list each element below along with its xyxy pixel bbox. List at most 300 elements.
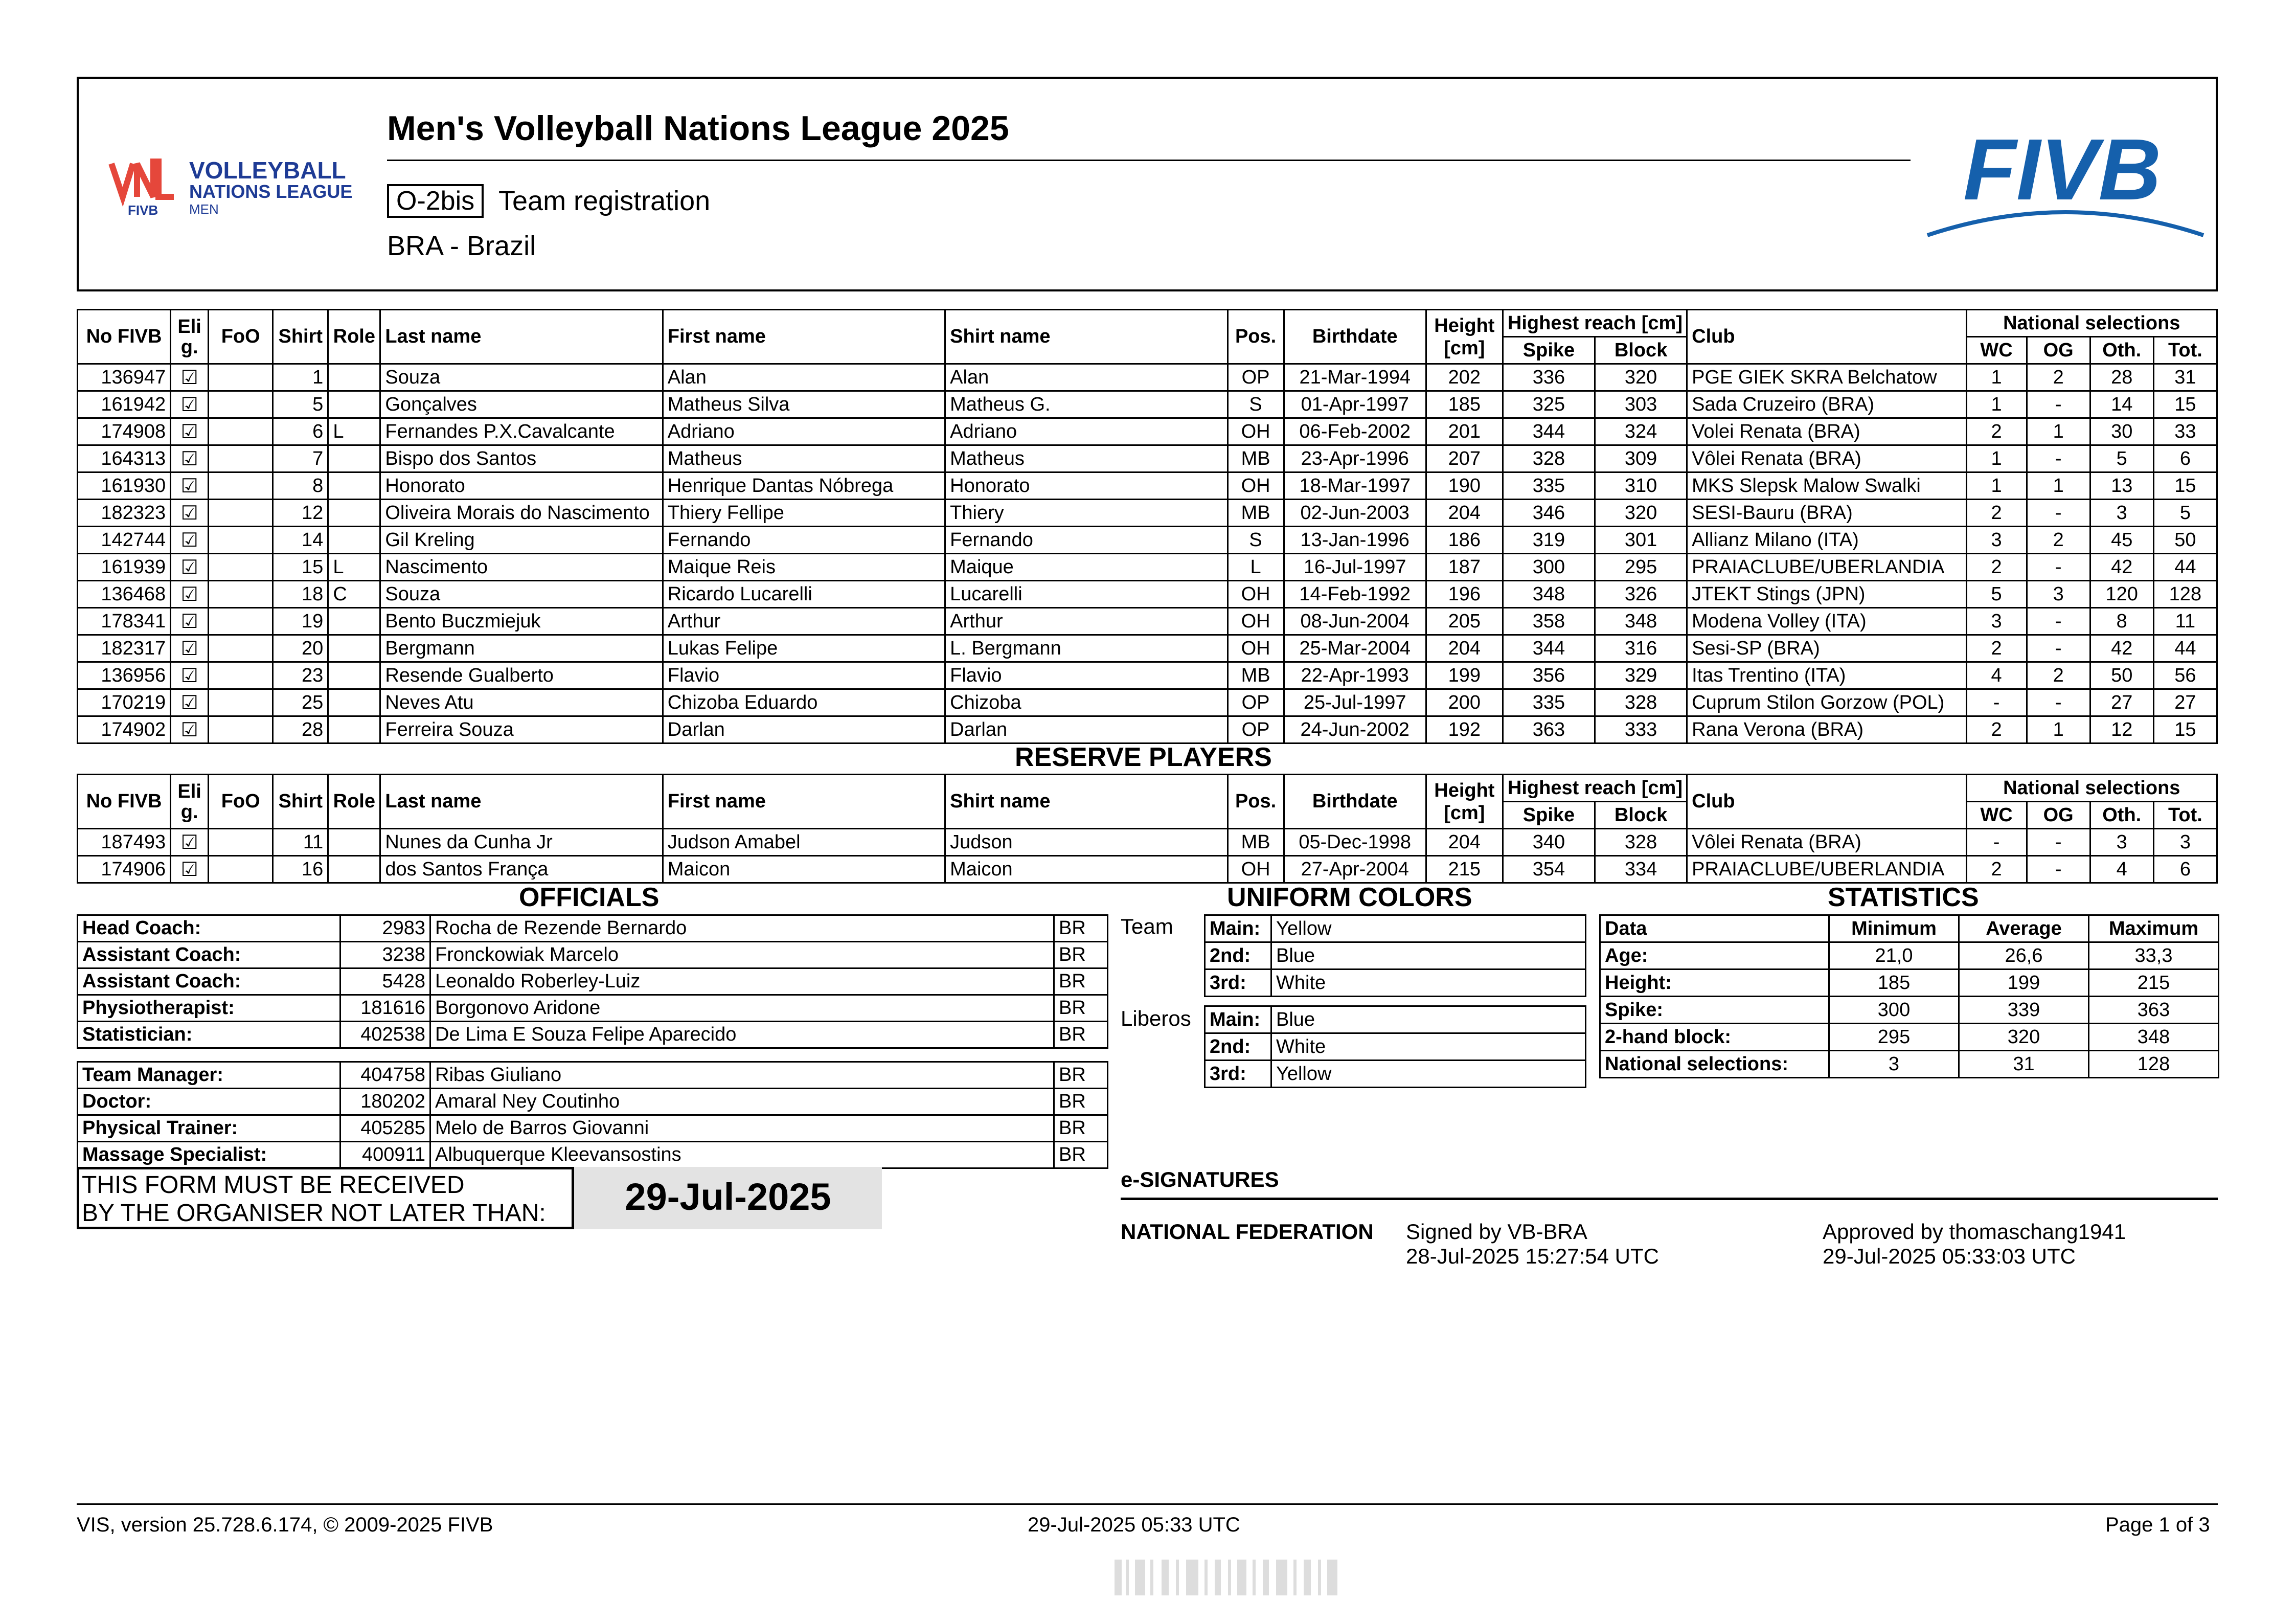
cell-pos: OH bbox=[1227, 635, 1284, 662]
official-role: Assistant Coach: bbox=[78, 968, 340, 995]
cell-pos: OH bbox=[1227, 418, 1284, 445]
cell-oth: 42 bbox=[2090, 635, 2153, 662]
cell-club: SESI-Bauru (BRA) bbox=[1687, 500, 1966, 527]
cell-birth: 21-Mar-1994 bbox=[1284, 364, 1426, 391]
stats-col-data: Data bbox=[1600, 915, 1829, 942]
cell-no: 182317 bbox=[78, 635, 171, 662]
cell-first: Flavio bbox=[663, 662, 945, 689]
official-row bbox=[78, 968, 1108, 995]
cell-club: Rana Verona (BRA) bbox=[1687, 716, 1966, 743]
uniform-row bbox=[1205, 1061, 1586, 1088]
official-row bbox=[78, 1142, 1108, 1168]
official-number: 181616 bbox=[340, 995, 430, 1022]
cell-oth: 42 bbox=[2090, 554, 2153, 581]
cell-spike: 319 bbox=[1503, 527, 1595, 554]
cell-role bbox=[328, 364, 380, 391]
cell-foo bbox=[209, 716, 273, 743]
table-row bbox=[78, 689, 2217, 716]
uniform-color: Blue bbox=[1271, 1006, 1586, 1033]
title-rule bbox=[387, 160, 1911, 161]
cell-club: PRAIACLUBE/UBERLANDIA bbox=[1687, 856, 1966, 883]
official-number: 2983 bbox=[340, 915, 430, 942]
uniform-color: White bbox=[1271, 1033, 1586, 1061]
cell-tot: 128 bbox=[2153, 581, 2217, 608]
cell-spike: 344 bbox=[1503, 635, 1595, 662]
cell-birth: 14-Feb-1992 bbox=[1284, 581, 1426, 608]
cell-last: Fernandes P.X.Cavalcante bbox=[380, 418, 663, 445]
cell-last: dos Santos França bbox=[380, 856, 663, 883]
barcode-icon bbox=[1115, 1554, 1339, 1601]
cell-no: 170219 bbox=[78, 689, 171, 716]
col-club: Club bbox=[1687, 310, 1966, 364]
cell-foo bbox=[209, 500, 273, 527]
reserve-col-block: Block bbox=[1595, 802, 1687, 829]
cell-og: 1 bbox=[2027, 418, 2090, 445]
table-row bbox=[78, 472, 2217, 500]
cell-height: 204 bbox=[1426, 500, 1503, 527]
reserve-col-tot: Tot. bbox=[2153, 802, 2217, 829]
cell-elig: ☑ bbox=[171, 418, 209, 445]
cell-role bbox=[328, 856, 380, 883]
cell-height: 201 bbox=[1426, 418, 1503, 445]
cell-last: Nunes da Cunha Jr bbox=[380, 829, 663, 856]
footer-timestamp: 29-Jul-2025 05:33 UTC bbox=[1028, 1514, 1240, 1536]
cell-wc: 4 bbox=[1966, 662, 2027, 689]
uniform-team-label: Team bbox=[1121, 914, 1173, 938]
cell-spike: 336 bbox=[1503, 364, 1595, 391]
cell-spike: 363 bbox=[1503, 716, 1595, 743]
reserve-col-birthdate: Birthdate bbox=[1284, 775, 1426, 829]
cell-pos: OH bbox=[1227, 472, 1284, 500]
cell-elig: ☑ bbox=[171, 364, 209, 391]
cell-birth: 08-Jun-2004 bbox=[1284, 608, 1426, 635]
reserve-col-spike: Spike bbox=[1503, 802, 1595, 829]
official-number: 402538 bbox=[340, 1022, 430, 1048]
stats-avg: 199 bbox=[1959, 970, 2089, 997]
stats-key: Height: bbox=[1600, 970, 1829, 997]
stats-key: National selections: bbox=[1600, 1051, 1829, 1078]
reserve-col-oth: Oth. bbox=[2090, 802, 2153, 829]
reserve-col-height: Height [cm] bbox=[1426, 775, 1503, 829]
cell-foo bbox=[209, 635, 273, 662]
national-federation-label: NATIONAL FEDERATION bbox=[1121, 1220, 1374, 1244]
cell-elig: ☑ bbox=[171, 829, 209, 856]
cell-birth: 25-Mar-2004 bbox=[1284, 635, 1426, 662]
officials-title: OFFICIALS bbox=[519, 883, 660, 912]
cell-no: 174908 bbox=[78, 418, 171, 445]
cell-tot: 15 bbox=[2153, 472, 2217, 500]
cell-og: 1 bbox=[2027, 472, 2090, 500]
cell-role bbox=[328, 635, 380, 662]
table-row bbox=[78, 364, 2217, 391]
uniform-row bbox=[1205, 1006, 1586, 1033]
form-name: Team registration bbox=[498, 186, 711, 216]
players-body bbox=[78, 364, 2217, 743]
cell-no: 136956 bbox=[78, 662, 171, 689]
cell-tot: 5 bbox=[2153, 500, 2217, 527]
cell-block: 320 bbox=[1595, 364, 1687, 391]
footer-version: VIS, version 25.728.6.174, © 2009-2025 FIVB bbox=[77, 1514, 493, 1536]
cell-no: 178341 bbox=[78, 608, 171, 635]
cell-no: 161930 bbox=[78, 472, 171, 500]
cell-tot: 6 bbox=[2153, 856, 2217, 883]
cell-foo bbox=[209, 472, 273, 500]
page-title: Men's Volleyball Nations League 2025 bbox=[387, 109, 1009, 148]
cell-foo bbox=[209, 829, 273, 856]
stats-avg: 339 bbox=[1959, 997, 2089, 1024]
cell-oth: 45 bbox=[2090, 527, 2153, 554]
cell-elig: ☑ bbox=[171, 635, 209, 662]
cell-first: Maicon bbox=[663, 856, 945, 883]
cell-shirt: 25 bbox=[273, 689, 328, 716]
cell-block: 334 bbox=[1595, 856, 1687, 883]
cell-club: Allianz Milano (ITA) bbox=[1687, 527, 1966, 554]
official-role: Statistician: bbox=[78, 1022, 340, 1048]
cell-spike: 344 bbox=[1503, 418, 1595, 445]
cell-foo bbox=[209, 418, 273, 445]
cell-tot: 3 bbox=[2153, 829, 2217, 856]
reserve-col-elig: Eli g. bbox=[171, 775, 209, 829]
official-role: Team Manager: bbox=[78, 1062, 340, 1089]
cell-elig: ☑ bbox=[171, 662, 209, 689]
cell-role bbox=[328, 608, 380, 635]
cell-oth: 14 bbox=[2090, 391, 2153, 418]
vnl-logo bbox=[107, 148, 363, 225]
table-row bbox=[78, 662, 2217, 689]
cell-last: Oliveira Morais do Nascimento bbox=[380, 500, 663, 527]
cell-role: L bbox=[328, 418, 380, 445]
cell-wc: 2 bbox=[1966, 554, 2027, 581]
form-code: O-2bis bbox=[387, 184, 484, 218]
cell-block: 348 bbox=[1595, 608, 1687, 635]
official-nationality: BR bbox=[1054, 915, 1108, 942]
cell-wc: 2 bbox=[1966, 418, 2027, 445]
cell-club: Vôlei Renata (BRA) bbox=[1687, 445, 1966, 472]
cell-height: 199 bbox=[1426, 662, 1503, 689]
approved-line2: 29-Jul-2025 05:33:03 UTC bbox=[1823, 1244, 2076, 1268]
col-foo: FoO bbox=[209, 310, 273, 364]
cell-height: 185 bbox=[1426, 391, 1503, 418]
cell-tot: 15 bbox=[2153, 391, 2217, 418]
deadline-date: 29-Jul-2025 bbox=[572, 1167, 882, 1229]
cell-sname: Matheus bbox=[945, 445, 1227, 472]
cell-last: Resende Gualberto bbox=[380, 662, 663, 689]
reserve-table bbox=[77, 774, 2218, 884]
cell-pos: OP bbox=[1227, 716, 1284, 743]
stats-avg: 31 bbox=[1959, 1051, 2089, 1078]
cell-last: Bispo dos Santos bbox=[380, 445, 663, 472]
cell-shirt: 28 bbox=[273, 716, 328, 743]
esignatures-title: e-SIGNATURES bbox=[1121, 1167, 1279, 1191]
cell-first: Adriano bbox=[663, 418, 945, 445]
cell-tot: 44 bbox=[2153, 554, 2217, 581]
cell-sname: Thiery bbox=[945, 500, 1227, 527]
stats-max: 348 bbox=[2089, 1024, 2219, 1051]
cell-sname: L. Bergmann bbox=[945, 635, 1227, 662]
uniform-key: 3rd: bbox=[1205, 1061, 1271, 1088]
cell-og: 3 bbox=[2027, 581, 2090, 608]
official-row bbox=[78, 1115, 1108, 1142]
reserve-body bbox=[78, 829, 2217, 883]
uniform-key: Main: bbox=[1205, 1006, 1271, 1033]
stats-avg: 26,6 bbox=[1959, 942, 2089, 970]
signed-line2: 28-Jul-2025 15:27:54 UTC bbox=[1406, 1244, 1659, 1268]
cell-club: PGE GIEK SKRA Belchatow bbox=[1687, 364, 1966, 391]
table-row bbox=[78, 500, 2217, 527]
cell-club: MKS Slepsk Malow Swalki bbox=[1687, 472, 1966, 500]
cell-pos: MB bbox=[1227, 829, 1284, 856]
official-number: 400911 bbox=[340, 1142, 430, 1168]
cell-shirt: 18 bbox=[273, 581, 328, 608]
deadline-label bbox=[82, 1171, 562, 1227]
cell-first: Maique Reis bbox=[663, 554, 945, 581]
cell-pos: OH bbox=[1227, 581, 1284, 608]
uniform-row bbox=[1205, 1033, 1586, 1061]
cell-tot: 31 bbox=[2153, 364, 2217, 391]
table-row bbox=[78, 608, 2217, 635]
cell-oth: 50 bbox=[2090, 662, 2153, 689]
cell-sname: Lucarelli bbox=[945, 581, 1227, 608]
col-pos: Pos. bbox=[1227, 310, 1284, 364]
cell-elig: ☑ bbox=[171, 608, 209, 635]
cell-birth: 27-Apr-2004 bbox=[1284, 856, 1426, 883]
col-first-name: First name bbox=[663, 310, 945, 364]
statistics-body bbox=[1600, 942, 2219, 1078]
official-name: Borgonovo Aridone bbox=[430, 995, 1054, 1022]
cell-shirt: 11 bbox=[273, 829, 328, 856]
cell-shirt: 12 bbox=[273, 500, 328, 527]
cell-birth: 24-Jun-2002 bbox=[1284, 716, 1426, 743]
cell-birth: 05-Dec-1998 bbox=[1284, 829, 1426, 856]
cell-wc: 2 bbox=[1966, 635, 2027, 662]
cell-pos: S bbox=[1227, 391, 1284, 418]
reserve-col-foo: FoO bbox=[209, 775, 273, 829]
cell-last: Gonçalves bbox=[380, 391, 663, 418]
cell-elig: ☑ bbox=[171, 391, 209, 418]
table-row bbox=[78, 829, 2217, 856]
cell-oth: 3 bbox=[2090, 829, 2153, 856]
cell-spike: 348 bbox=[1503, 581, 1595, 608]
col-block: Block bbox=[1595, 337, 1687, 364]
cell-shirt: 23 bbox=[273, 662, 328, 689]
cell-elig: ☑ bbox=[171, 527, 209, 554]
cell-sname: Fernando bbox=[945, 527, 1227, 554]
table-row bbox=[78, 554, 2217, 581]
cell-oth: 27 bbox=[2090, 689, 2153, 716]
uniform-color: Yellow bbox=[1271, 1061, 1586, 1088]
uniform-row bbox=[1205, 970, 1586, 997]
table-row bbox=[78, 445, 2217, 472]
stats-col-max: Maximum bbox=[2089, 915, 2219, 942]
stats-min: 295 bbox=[1829, 1024, 1959, 1051]
cell-wc: 1 bbox=[1966, 364, 2027, 391]
stats-max: 128 bbox=[2089, 1051, 2219, 1078]
table-row bbox=[78, 418, 2217, 445]
vnl-logo-title: VOLLEYBALL bbox=[189, 157, 346, 184]
cell-foo bbox=[209, 856, 273, 883]
cell-wc: 1 bbox=[1966, 472, 2027, 500]
stats-avg: 320 bbox=[1959, 1024, 2089, 1051]
uniform-libero-label: Liberos bbox=[1121, 1006, 1191, 1030]
cell-oth: 120 bbox=[2090, 581, 2153, 608]
stats-max: 33,3 bbox=[2089, 942, 2219, 970]
cell-spike: 358 bbox=[1503, 608, 1595, 635]
cell-foo bbox=[209, 581, 273, 608]
cell-club: PRAIACLUBE/UBERLANDIA bbox=[1687, 554, 1966, 581]
cell-pos: MB bbox=[1227, 500, 1284, 527]
stats-min: 21,0 bbox=[1829, 942, 1959, 970]
cell-height: 202 bbox=[1426, 364, 1503, 391]
col-no-fivb: No FIVB bbox=[78, 310, 171, 364]
cell-tot: 11 bbox=[2153, 608, 2217, 635]
cell-sname: Judson bbox=[945, 829, 1227, 856]
cell-height: 204 bbox=[1426, 635, 1503, 662]
official-nationality: BR bbox=[1054, 1142, 1108, 1168]
cell-pos: L bbox=[1227, 554, 1284, 581]
approved-line1: Approved by thomaschang1941 bbox=[1823, 1220, 2126, 1244]
statistics-table bbox=[1599, 914, 2219, 1078]
cell-spike: 328 bbox=[1503, 445, 1595, 472]
cell-role bbox=[328, 662, 380, 689]
officials-table bbox=[77, 914, 1108, 1049]
cell-foo bbox=[209, 445, 273, 472]
reserve-col-shirt: Shirt bbox=[273, 775, 328, 829]
cell-tot: 6 bbox=[2153, 445, 2217, 472]
cell-shirt: 5 bbox=[273, 391, 328, 418]
cell-og: - bbox=[2027, 554, 2090, 581]
official-name: Amaral Ney Coutinho bbox=[430, 1089, 1054, 1115]
table-row bbox=[78, 856, 2217, 883]
uniform-color: Blue bbox=[1271, 942, 1586, 970]
cell-block: 303 bbox=[1595, 391, 1687, 418]
cell-spike: 335 bbox=[1503, 472, 1595, 500]
cell-height: 215 bbox=[1426, 856, 1503, 883]
col-spike: Spike bbox=[1503, 337, 1595, 364]
col-elig: Eli g. bbox=[171, 310, 209, 364]
reserve-col-wc: WC bbox=[1966, 802, 2027, 829]
col-national-selections: National selections bbox=[1966, 310, 2217, 337]
reserve-col-first-name: First name bbox=[663, 775, 945, 829]
cell-foo bbox=[209, 662, 273, 689]
official-role: Physiotherapist: bbox=[78, 995, 340, 1022]
cell-pos: OH bbox=[1227, 608, 1284, 635]
stats-row bbox=[1600, 970, 2219, 997]
cell-pos: MB bbox=[1227, 445, 1284, 472]
col-shirt: Shirt bbox=[273, 310, 328, 364]
official-role: Doctor: bbox=[78, 1089, 340, 1115]
players-table bbox=[77, 309, 2218, 744]
cell-no: 161939 bbox=[78, 554, 171, 581]
stats-row bbox=[1600, 1051, 2219, 1078]
cell-oth: 3 bbox=[2090, 500, 2153, 527]
cell-shirt: 15 bbox=[273, 554, 328, 581]
cell-no: 187493 bbox=[78, 829, 171, 856]
cell-role bbox=[328, 829, 380, 856]
cell-pos: S bbox=[1227, 527, 1284, 554]
official-nationality: BR bbox=[1054, 1062, 1108, 1089]
cell-block: 309 bbox=[1595, 445, 1687, 472]
uniform-team-table bbox=[1204, 914, 1586, 997]
col-birthdate: Birthdate bbox=[1284, 310, 1426, 364]
official-role: Head Coach: bbox=[78, 915, 340, 942]
cell-role bbox=[328, 445, 380, 472]
uniform-key: 2nd: bbox=[1205, 1033, 1271, 1061]
cell-club: Sada Cruzeiro (BRA) bbox=[1687, 391, 1966, 418]
cell-role bbox=[328, 472, 380, 500]
vnl-mark-icon bbox=[107, 148, 184, 220]
cell-elig: ☑ bbox=[171, 554, 209, 581]
cell-og: - bbox=[2027, 829, 2090, 856]
cell-wc: 1 bbox=[1966, 391, 2027, 418]
cell-no: 161942 bbox=[78, 391, 171, 418]
official-row bbox=[78, 942, 1108, 968]
reserve-col-national-selections: National selections bbox=[1966, 775, 2217, 802]
cell-first: Matheus Silva bbox=[663, 391, 945, 418]
cell-club: Modena Volley (ITA) bbox=[1687, 608, 1966, 635]
cell-last: Souza bbox=[380, 581, 663, 608]
cell-sname: Arthur bbox=[945, 608, 1227, 635]
cell-og: - bbox=[2027, 500, 2090, 527]
cell-birth: 18-Mar-1997 bbox=[1284, 472, 1426, 500]
cell-first: Alan bbox=[663, 364, 945, 391]
cell-elig: ☑ bbox=[171, 856, 209, 883]
cell-first: Fernando bbox=[663, 527, 945, 554]
col-wc: WC bbox=[1966, 337, 2027, 364]
cell-height: 192 bbox=[1426, 716, 1503, 743]
official-row bbox=[78, 1089, 1108, 1115]
stats-max: 215 bbox=[2089, 970, 2219, 997]
cell-height: 207 bbox=[1426, 445, 1503, 472]
cell-shirt: 19 bbox=[273, 608, 328, 635]
table-row bbox=[78, 635, 2217, 662]
cell-shirt: 1 bbox=[273, 364, 328, 391]
cell-block: 328 bbox=[1595, 829, 1687, 856]
team-name: BRA - Brazil bbox=[387, 231, 536, 261]
col-highest-reach: Highest reach [cm] bbox=[1503, 310, 1687, 337]
cell-height: 200 bbox=[1426, 689, 1503, 716]
col-oth: Oth. bbox=[2090, 337, 2153, 364]
reserve-col-og: OG bbox=[2027, 802, 2090, 829]
reserve-col-shirt-name: Shirt name bbox=[945, 775, 1227, 829]
cell-height: 205 bbox=[1426, 608, 1503, 635]
cell-last: Neves Atu bbox=[380, 689, 663, 716]
cell-block: 295 bbox=[1595, 554, 1687, 581]
cell-tot: 15 bbox=[2153, 716, 2217, 743]
cell-sname: Honorato bbox=[945, 472, 1227, 500]
fivb-logo-text: FIVB bbox=[1963, 128, 2162, 218]
esignatures-rule bbox=[1121, 1198, 2218, 1200]
cell-sname: Maicon bbox=[945, 856, 1227, 883]
footer-page-number: Page 1 of 3 bbox=[2105, 1514, 2210, 1536]
official-row bbox=[78, 995, 1108, 1022]
stats-col-min: Minimum bbox=[1829, 915, 1959, 942]
table-row bbox=[78, 716, 2217, 743]
deadline-label-line1: THIS FORM MUST BE RECEIVED bbox=[82, 1171, 465, 1199]
cell-block: 324 bbox=[1595, 418, 1687, 445]
cell-block: 316 bbox=[1595, 635, 1687, 662]
official-role: Physical Trainer: bbox=[78, 1115, 340, 1142]
cell-birth: 25-Jul-1997 bbox=[1284, 689, 1426, 716]
cell-wc: 5 bbox=[1966, 581, 2027, 608]
cell-elig: ☑ bbox=[171, 689, 209, 716]
vnl-fivb-small: FIVB bbox=[128, 202, 158, 218]
cell-elig: ☑ bbox=[171, 716, 209, 743]
cell-sname: Flavio bbox=[945, 662, 1227, 689]
vnl-logo-subtitle: NATIONS LEAGUE bbox=[189, 181, 353, 202]
cell-sname: Matheus G. bbox=[945, 391, 1227, 418]
cell-shirt: 14 bbox=[273, 527, 328, 554]
cell-wc: - bbox=[1966, 689, 2027, 716]
